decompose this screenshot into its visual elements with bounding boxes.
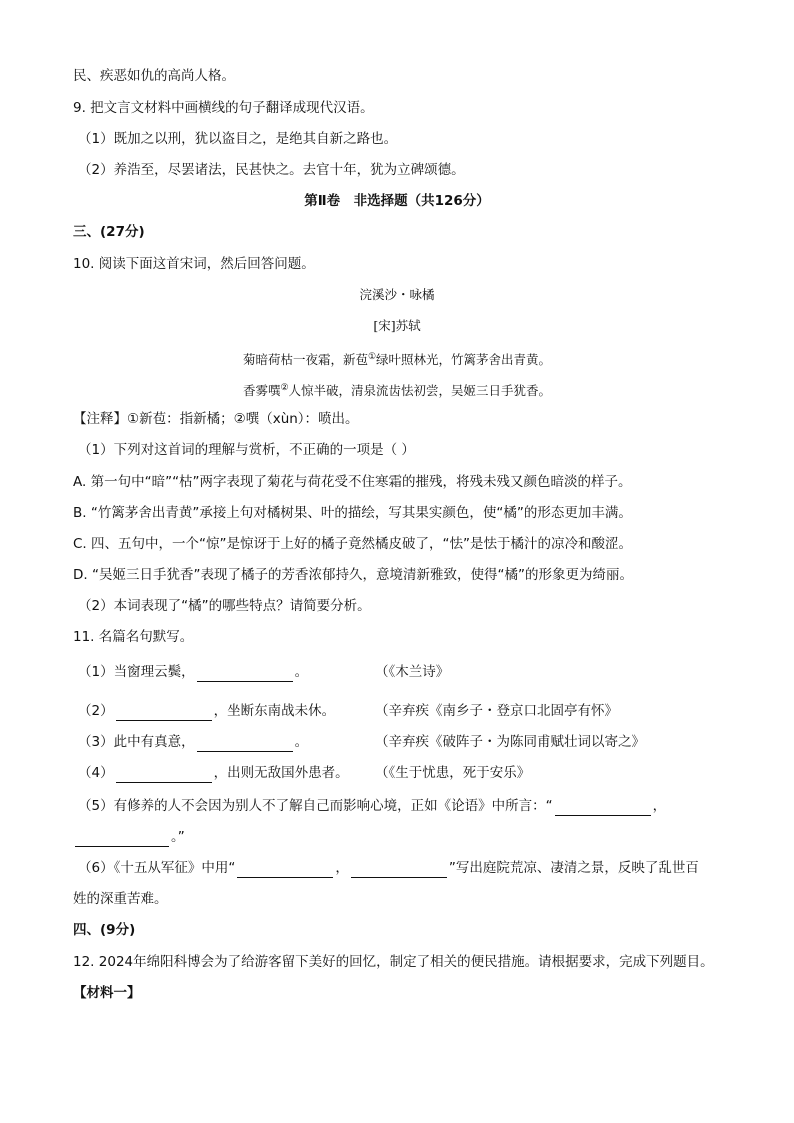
q12-stem: 12. 2024年绵阳科博会为了给游客留下美好的回忆，制定了相关的便民措施。请根据要求，完成下列题目。 [73,954,714,970]
q11-line-1: （1）当窗理云鬓， 。 [78,664,309,680]
intro-line: 民、疾恶如仇的高尚人格。 [73,68,235,84]
section-3-heading: 三、(27分) [73,224,145,240]
q11-source-1: （《木兰诗》 [375,664,450,680]
q10-option-a: A. 第一句中“暗”“枯”两字表现了菊花与荷花受不住寒霜的摧残，将残未残又颜色暗淡的样子。 [73,474,632,490]
poem-line-1: 菊暗荷枯一夜霜，新苞①绿叶照林光，竹篱茅舍出青黄。 [242,352,552,368]
answer-blank[interactable] [116,768,212,783]
q10-option-b: B. “竹篱茅舍出青黄”承接上句对橘树果、叶的描绘，写其果实颜色，使“橘”的形态更加丰满。 [73,505,632,521]
q11-source-3: （辛弃疾《破阵子・为陈同甫赋壮词以寄之》 [375,734,645,750]
part2-title: 第Ⅱ卷 非选择题（共126分） [304,193,490,209]
q11-stem: 11. 名篇名句默写。 [73,629,194,645]
q11-source-2: （辛弃疾《南乡子・登京口北固亭有怀》 [375,703,618,719]
q11-line-2: （2） ，坐断东南战未休。 [78,703,336,719]
footnote-mark-2: ② [280,383,289,393]
q10-option-d: D. “吴姬三日手犹香”表现了橘子的芳香浓郁持久，意境清新雅致，使得“橘”的形象更为绮丽。 [73,567,633,583]
q10-sub1: （1）下列对这首词的理解与赏析，不正确的一项是（ ） [78,442,415,458]
answer-blank[interactable] [197,667,293,682]
answer-blank[interactable] [116,706,212,721]
answer-blank[interactable] [351,863,447,878]
q11-line-5: （5）有修养的人不会因为别人不了解自己而影响心境，正如《论语》中所言：“ ， [78,798,667,814]
q11-line-4: （4） ，出则无敌国外患者。 [78,765,349,781]
answer-blank[interactable] [237,863,333,878]
poem-title: 浣溪沙・咏橘 [359,287,435,302]
q11-line-3: （3）此中有真意， 。 [78,734,309,750]
q11-source-4: （《生于忧患，死于安乐》 [375,765,531,781]
q9-stem: 9. 把文言文材料中画横线的句子翻译成现代汉语。 [73,100,374,116]
footnote-mark-1: ① [367,352,377,362]
answer-blank[interactable] [197,737,293,752]
q11-line-6: （6）《十五从军征》中用“ ， ”写出庭院荒凉、凄清之景，反映了乱世百 [78,860,699,876]
q10-stem: 10. 阅读下面这首宋词，然后回答问题。 [73,256,315,272]
q10-option-c: C. 四、五句中，一个“惊”是惊讶于上好的橘子竟然橘皮破了，“怯”是怯于橘汁的凉冷和酸涩。 [73,536,632,552]
q10-sub2: （2）本词表现了“橘”的哪些特点？请简要分析。 [78,598,371,614]
poem-line-2: 香雾噀②人惊半破，清泉流齿怯初尝，吴姬三日手犹香。 [242,383,552,399]
q11-line-5-cont: 。” [73,827,185,847]
q10-note: 【注释】①新苞：指新橘；②噀（xùn）：喷出。 [73,411,359,427]
material-1-heading: 【材料一】 [73,985,141,1001]
section-4-heading: 四、(9分) [73,922,136,938]
answer-blank[interactable] [555,801,651,816]
q9-sentence-1: （1）既加之以刑，犹以盗目之，是绝其自新之路也。 [78,131,398,147]
q11-line-6-cont: 姓的深重苦难。 [73,891,168,907]
answer-blank[interactable] [75,832,169,847]
poem-author: [宋]苏轼 [373,318,421,333]
q9-sentence-2: （2）养浩至，尽罢诸法，民甚快之。去官十年，犹为立碑颂德。 [78,162,465,178]
